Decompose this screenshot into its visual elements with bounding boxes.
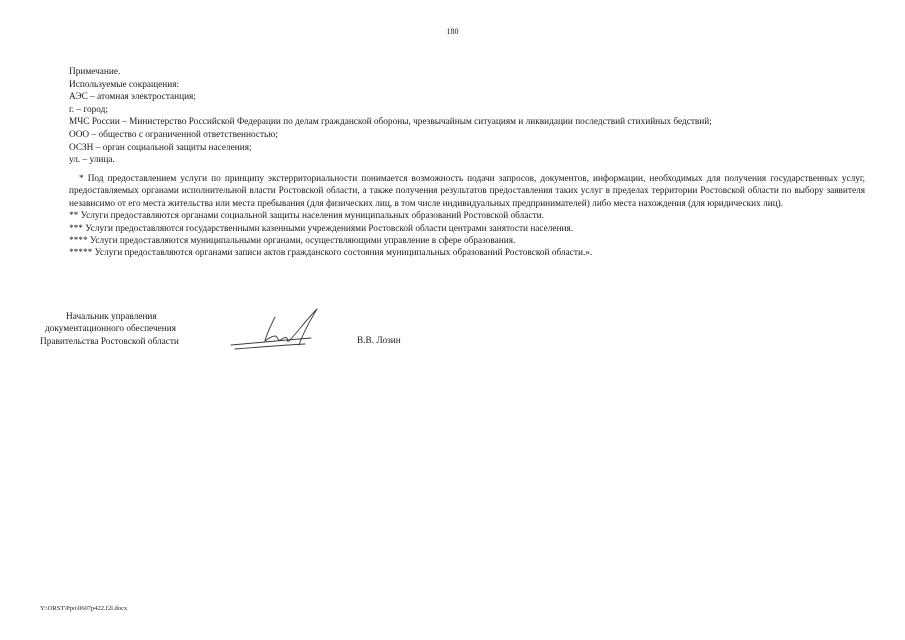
footnote-item: *** Услуги предоставляются государственными казенными учреждениями Ростовской области центрами занятости населения. [69,223,574,234]
signatory-title [40,311,179,348]
signature-strokes [231,309,317,349]
abbreviation-item: ул. – улица. [69,155,115,166]
abbreviation-item: ООО – общество с ограниченной ответственностью; [69,129,278,140]
footnote-item: **** Услуги предоставляются муниципальными органами, осуществляющими управление в сфере образования. [69,236,516,247]
signatory-title-line: Начальник управления [66,312,157,322]
abbreviation-item: ОСЗН – орган социальной защиты населения; [69,142,252,153]
page-number: 180 [446,27,459,36]
abbreviation-item: г. – город; [69,104,108,115]
footnote-item: ** Услуги предоставляются органами социальной защиты населения муниципальных образований Ростовской области. [69,211,544,222]
signatory-name: В.В. Лозин [357,336,401,346]
footnote-extraterritoriality: * Под предоставлением услуги по принципу экстерриториальности понимается возможность подачи запросов, документов, информации, необходимых для получения государственных услуг, предоставляемых органами исполнительной власти Ростовской области, а также получения результатов предоставления таких услуг в пределах территории Ростовской области по выбору заявителя независимо от его места жительства или места пребывания (для физических лиц, в том числе индивидуальных предпринимателей) либо места нахождения (для юридических лиц). [69,174,865,209]
abbreviation-item: МЧС России – Министерство Российской Федерации по делам гражданской обороны, чрезвычайным ситуациям и ликвидации последствий стихийных бедствий; [69,117,712,128]
handwritten-signature [225,305,320,355]
notes-heading: Примечание. [69,67,121,77]
abbreviation-item: АЭС – атомная электростанция; [69,92,196,103]
signatory-title-line: Правительства Ростовской области [40,336,179,347]
abbreviations-heading: Используемые сокращения: [69,79,180,90]
notes-section [69,66,712,167]
footnotes-section [69,173,865,260]
file-path: Y:\ORST\Ppo\0607p422.f2l.docx [40,605,128,612]
footnote-item: ***** Услуги предоставляются органами записи актов гражданского состояния муниципальных образований Ростовской области.». [69,248,593,259]
signatory-title-line: документационного обеспечения [45,324,176,335]
